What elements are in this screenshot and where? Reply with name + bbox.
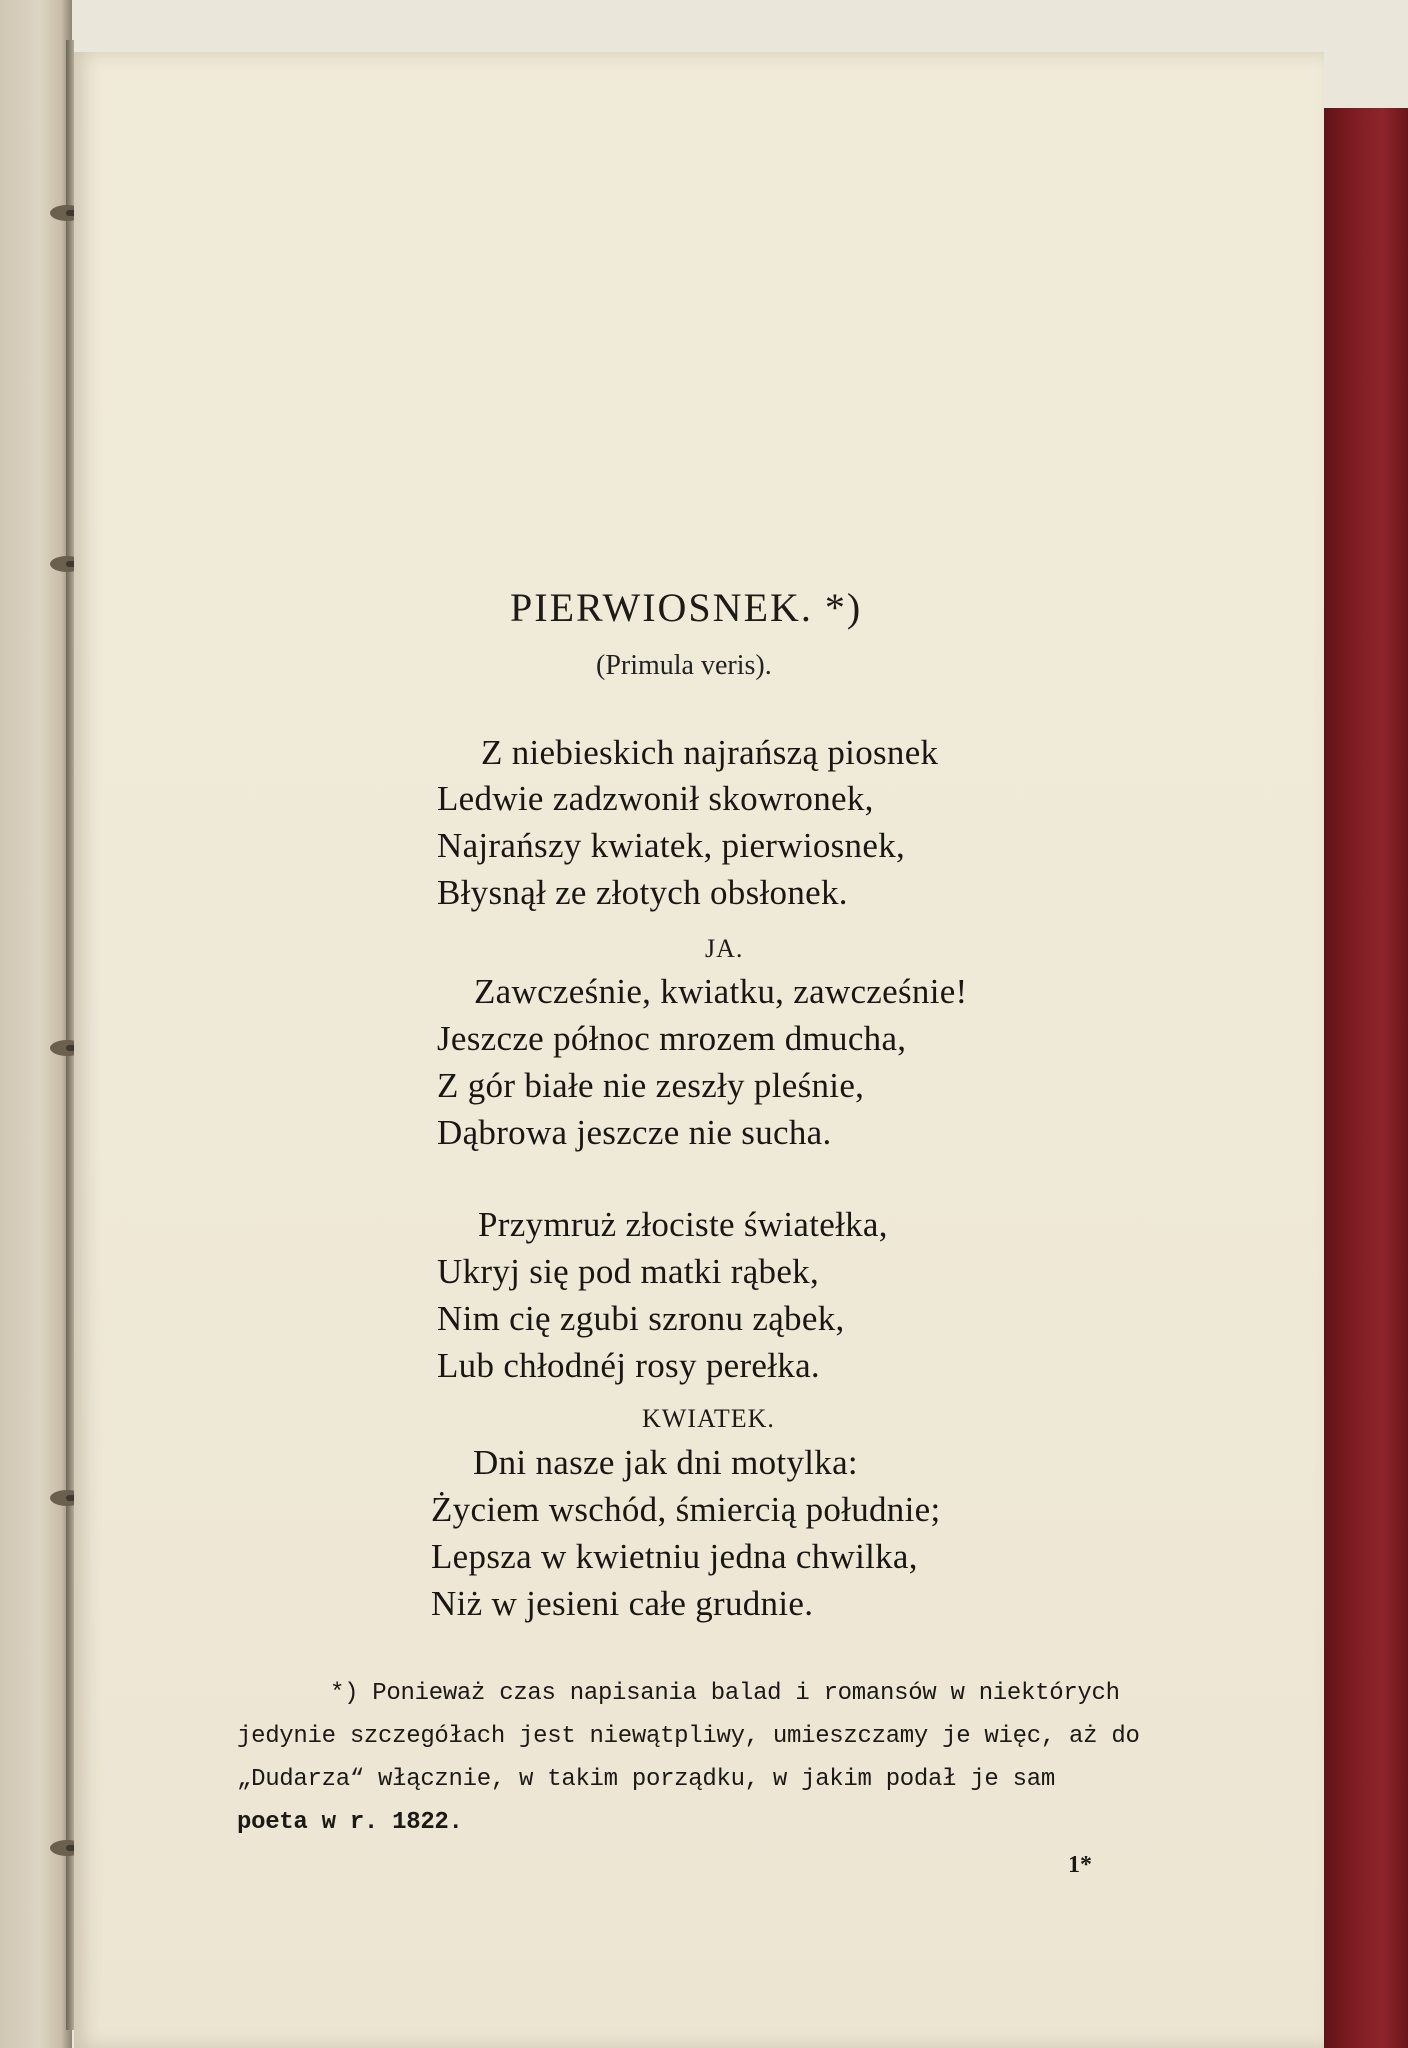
verse-line: Z niebieskich najrańszą piosnek: [481, 733, 939, 772]
left-page-edge: [0, 0, 72, 2048]
verse-line: Najrańszy kwiatek, pierwiosnek,: [437, 826, 906, 865]
footnote-line: poeta w r. 1822.: [237, 1809, 463, 1836]
verse-line: Lepsza w kwietniu jedna chwilka,: [431, 1537, 918, 1576]
verse-line: Nim cię zgubi szronu ząbek,: [437, 1299, 845, 1338]
verse-line: Ledwie zadzwonił skowronek,: [437, 779, 874, 818]
verse-line: Dąbrowa jeszcze nie sucha.: [437, 1113, 832, 1152]
verse-line: Ukryj się pod matki rąbek,: [437, 1252, 820, 1291]
verse-line: Dni nasze jak dni motylka:: [473, 1443, 858, 1482]
verse-line: Lub chłodnéj rosy perełka.: [437, 1346, 820, 1385]
red-book-cover: [1322, 108, 1408, 2048]
verse-line: Z gór białe nie zeszły pleśnie,: [437, 1066, 865, 1105]
verse-line: Przymruż złociste światełka,: [478, 1205, 888, 1244]
footnote-line: jedynie szczegółach jest niewątpliwy, umieszczamy je więc, aż do: [237, 1723, 1140, 1750]
footnote-line: „Dudarza“ włącznie, w takim porządku, w jakim podał je sam: [237, 1766, 1055, 1793]
poem-title: PIERWIOSNEK. *): [510, 585, 863, 630]
speaker-label: JA.: [705, 934, 744, 963]
verse-line: Niż w jesieni całe grudnie.: [431, 1584, 814, 1623]
footnote-line: *) Ponieważ czas napisania balad i romansów w niektórych: [330, 1680, 1120, 1707]
speaker-label: KWIATEK.: [642, 1404, 775, 1433]
verse-line: Jeszcze północ mrozem dmucha,: [437, 1019, 907, 1058]
poem-subtitle: (Primula veris).: [596, 650, 772, 681]
verse-line: Życiem wschód, śmiercią południe;: [431, 1490, 941, 1529]
page-signature-mark: 1*: [1068, 1852, 1092, 1878]
verse-line: Zawcześnie, kwiatku, zawcześnie!: [474, 972, 968, 1011]
verse-line: Błysnął ze złotych obsłonek.: [437, 873, 848, 912]
book-gutter: [66, 40, 74, 2030]
